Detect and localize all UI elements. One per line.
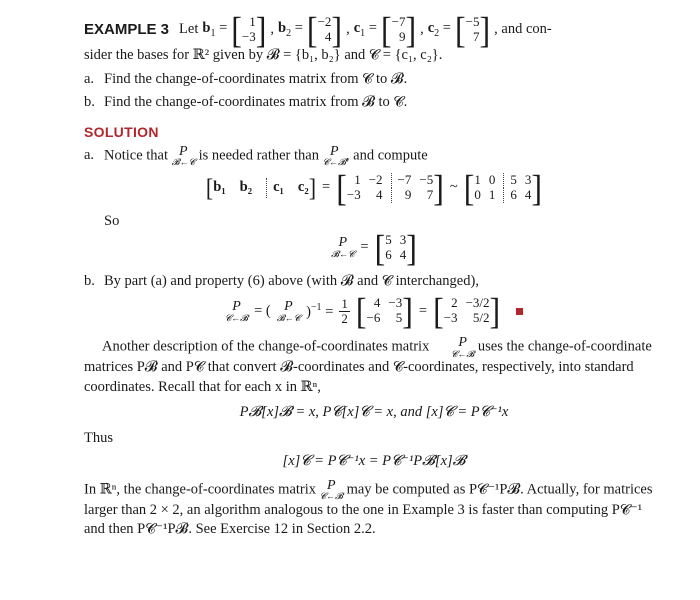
example-intro: EXAMPLE 3 Let $b_1$ = [ 1 −3 ] , $b_2$ = [ −2 4 ] , $c_1$ = [ −7 9 ] , $c_2$ = [ −5 7 ] , and con-: [84, 9, 552, 51]
vector-c2: $c_2$ =: [427, 20, 451, 40]
vector-b2-matrix: [ −2 4 ]: [306, 9, 343, 51]
thus-label: Thus: [84, 429, 113, 446]
vector-c1: $c_1$ =: [353, 20, 377, 40]
final-matrix: [ 2 −3/2 −3 5/2 ]: [433, 290, 501, 333]
vector-b1: $b_1$ =: [202, 20, 228, 40]
vector-b2: $b_2$ =: [278, 20, 303, 40]
coordinate-equations: P𝓑[x]𝓑 = x, P𝓒[x]𝓒 = x, and [x]𝓒 = P𝓒⁻¹x: [239, 404, 509, 421]
qed-square: [516, 308, 523, 315]
augmented-left-matrix: [ 1 −2 −7 −5 −3 4 9 7 ]: [336, 167, 444, 209]
example-line2: sider the bases for ℝ² given by 𝓑 = {b₁, b₂} and 𝓒 = {c₁, c₂}.: [84, 47, 443, 63]
intro-tail: , and con-: [494, 21, 552, 38]
vector-c2-matrix: [ −5 7 ]: [454, 9, 491, 51]
inverse-equation: P 𝓒←𝓑 = ( P 𝓑←𝓒 )$^{-1}$ = $\frac{1}{2}$ [ 4 −3 −6 5 ] = [ 2 −3/2 −3 5/2 ]: [84, 295, 664, 327]
p-c-to-b-mark: P 𝓑←𝓒: [171, 143, 195, 168]
augmented-right-matrix: [ 1 0 5 3 0 1 6 4 ]: [463, 167, 543, 209]
paragraph-description: Another description of the change-of-coordinates matrix P 𝓒←𝓑 uses the change-of-coordinate matrices P𝓑 and P𝓒 that convert 𝓑-coordinates and 𝓒-coordinates, respectively, into standard coordinates. Recall that for each x in ℝⁿ,: [84, 335, 652, 395]
textbook-page: [84, 9, 664, 540]
example-item-a: a. Find the change-of-coordinates matrix from 𝓒 to 𝓑.: [84, 70, 408, 87]
so-label: So: [104, 213, 120, 230]
example-item-b: b. Find the change-of-coordinates matrix from 𝓑 to 𝓒.: [84, 94, 408, 111]
vector-c1-matrix: [ −7 9 ]: [380, 9, 417, 51]
p-result-matrix: [ 5 3 6 4 ]: [374, 227, 417, 269]
example-label: EXAMPLE 3: [84, 20, 170, 38]
paragraph-rn: In ℝⁿ, the change-of-coordinates matrix P 𝓒←𝓑 may be computed as P𝓒⁻¹P𝓑. Actually, for matrices larger than 2 × 2, an algorithm analogous to the one in Example 3 is faster than computing P𝓒⁻¹ and then P𝓒⁻¹P𝓑. See Exercise 12 in Section 2.2.: [84, 477, 653, 538]
inverse-fraction: $\frac{1}{2}$: [341, 296, 348, 326]
solution-part-a: a. Notice that P 𝓑←𝓒 is needed rather than P 𝓒←𝓑 , and compute: [84, 143, 428, 168]
intro-let: Let: [179, 21, 199, 38]
p-b-to-c-mark: P 𝓒←𝓑: [322, 143, 346, 168]
p-result-equation: P 𝓑←𝓒 = [ 5 3 6 4 ]: [331, 227, 417, 269]
augmented-matrix-equation: [ b₁ b₂ c₁ c₂ ] = [ 1 −2 −7 −5 −3 4 9 7 ] ~ [ 1 0 5 3 0 1 6 4 ]: [205, 167, 543, 209]
inverse-matrix: [ 4 −3 −6 5 ]: [355, 290, 413, 333]
solution-part-b: b. By part (a) and property (6) above (with 𝓑 and 𝓒 interchanged),: [84, 272, 479, 289]
thus-equation: [x]𝓒 = P𝓒⁻¹x = P𝓒⁻¹P𝓑[x]𝓑: [282, 453, 466, 470]
augmented-header: [ b₁ b₂ c₁ c₂ ]: [205, 173, 317, 203]
solution-heading: SOLUTION: [84, 123, 159, 140]
vector-b1-matrix: [ 1 −3 ]: [231, 9, 267, 51]
